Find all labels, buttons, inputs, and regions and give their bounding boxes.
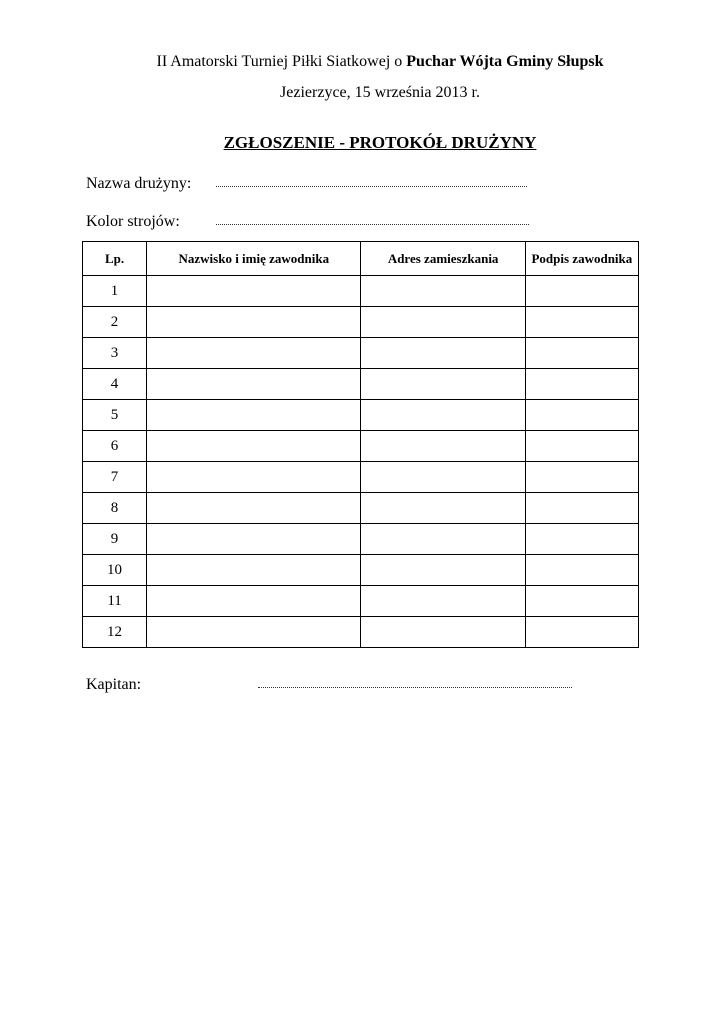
- row-number: 9: [83, 524, 147, 555]
- player-name-cell[interactable]: [147, 524, 361, 555]
- roster-table: [82, 241, 639, 648]
- document-title: ZGŁOSZENIE - PROTOKÓŁ DRUŻYNY: [223, 133, 537, 152]
- row-number: 2: [83, 307, 147, 338]
- signature-cell[interactable]: [525, 493, 638, 524]
- row-number: 1: [83, 276, 147, 307]
- table-row: [83, 400, 639, 431]
- header-signature: Podpis zawodnika: [525, 242, 638, 276]
- row-number: 8: [83, 493, 147, 524]
- team-name-label: Nazwa drużyny:: [86, 175, 192, 192]
- place-date: Jezierzyce, 15 września 2013 r.: [280, 84, 480, 101]
- player-name-cell[interactable]: [147, 338, 361, 369]
- row-number: 11: [83, 586, 147, 617]
- player-name-cell[interactable]: [147, 307, 361, 338]
- event-title: [0, 52, 724, 72]
- event-title-bold: Puchar Wójta Gminy Słupsk: [406, 53, 604, 70]
- address-cell[interactable]: [361, 555, 525, 586]
- signature-cell[interactable]: [525, 555, 638, 586]
- address-cell[interactable]: [361, 276, 525, 307]
- row-number: 5: [83, 400, 147, 431]
- table-row: [83, 307, 639, 338]
- signature-cell[interactable]: [525, 586, 638, 617]
- address-cell[interactable]: [361, 307, 525, 338]
- signature-cell[interactable]: [525, 524, 638, 555]
- row-number: 4: [83, 369, 147, 400]
- event-title-prefix: II Amatorski Turniej Piłki Siatkowej o: [156, 53, 407, 70]
- address-cell[interactable]: [361, 338, 525, 369]
- player-name-cell[interactable]: [147, 586, 361, 617]
- kit-color-dotted-line[interactable]: [216, 224, 529, 225]
- table-row: [83, 555, 639, 586]
- table-row: [83, 493, 639, 524]
- signature-cell[interactable]: [525, 400, 638, 431]
- kit-color-label: Kolor strojów:: [86, 213, 180, 230]
- captain-label: Kapitan:: [86, 676, 142, 693]
- roster-body: [83, 276, 639, 648]
- roster-header-row: [83, 242, 639, 276]
- table-row: [83, 617, 639, 648]
- address-cell[interactable]: [361, 369, 525, 400]
- row-number: 12: [83, 617, 147, 648]
- table-row: [83, 276, 639, 307]
- header-address: Adres zamieszkania: [361, 242, 525, 276]
- captain-dotted-line[interactable]: [258, 687, 572, 688]
- team-name-dotted-line[interactable]: [216, 186, 527, 187]
- player-name-cell[interactable]: [147, 276, 361, 307]
- player-name-cell[interactable]: [147, 493, 361, 524]
- player-name-cell[interactable]: [147, 462, 361, 493]
- player-name-cell[interactable]: [147, 369, 361, 400]
- signature-cell[interactable]: [525, 338, 638, 369]
- address-cell[interactable]: [361, 462, 525, 493]
- address-cell[interactable]: [361, 524, 525, 555]
- table-row: [83, 462, 639, 493]
- player-name-cell[interactable]: [147, 431, 361, 462]
- table-row: [83, 431, 639, 462]
- table-row: [83, 369, 639, 400]
- header-lp: Lp.: [83, 242, 147, 276]
- signature-cell[interactable]: [525, 431, 638, 462]
- row-number: 7: [83, 462, 147, 493]
- player-name-cell[interactable]: [147, 400, 361, 431]
- signature-cell[interactable]: [525, 307, 638, 338]
- address-cell[interactable]: [361, 493, 525, 524]
- table-row: [83, 524, 639, 555]
- row-number: 6: [83, 431, 147, 462]
- row-number: 3: [83, 338, 147, 369]
- header-player-name: Nazwisko i imię zawodnika: [147, 242, 361, 276]
- address-cell[interactable]: [361, 586, 525, 617]
- table-row: [83, 338, 639, 369]
- player-name-cell[interactable]: [147, 617, 361, 648]
- signature-cell[interactable]: [525, 617, 638, 648]
- signature-cell[interactable]: [525, 276, 638, 307]
- player-name-cell[interactable]: [147, 555, 361, 586]
- address-cell[interactable]: [361, 617, 525, 648]
- signature-cell[interactable]: [525, 369, 638, 400]
- row-number: 10: [83, 555, 147, 586]
- signature-cell[interactable]: [525, 462, 638, 493]
- address-cell[interactable]: [361, 431, 525, 462]
- table-row: [83, 586, 639, 617]
- address-cell[interactable]: [361, 400, 525, 431]
